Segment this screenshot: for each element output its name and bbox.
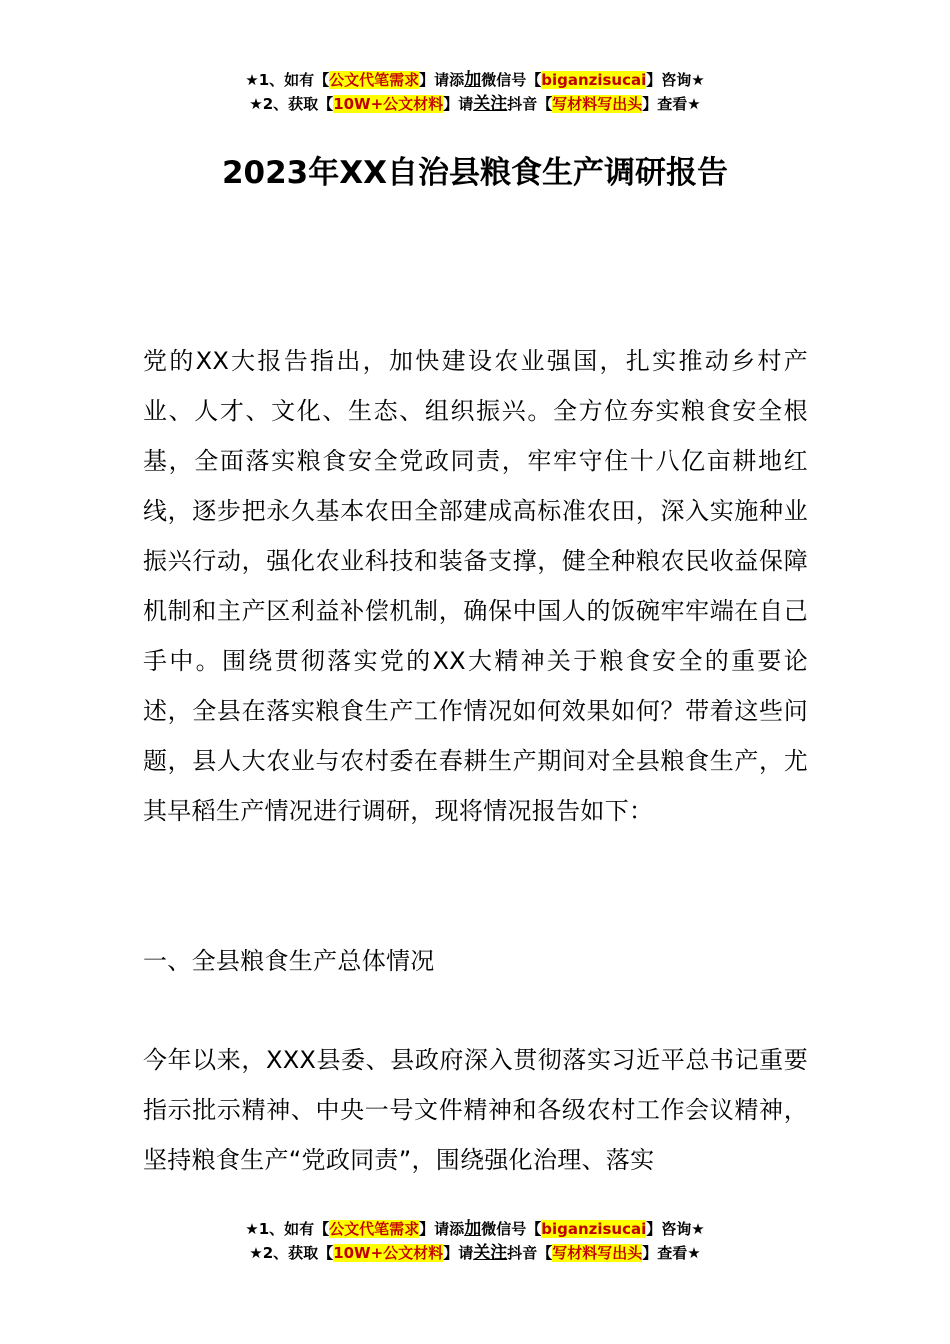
promo-text: ★2、获取【 — [249, 95, 334, 113]
section-1-paragraph: 今年以来，XXX县委、县政府深入贯彻落实习近平总书记重要指示批示精神、中央一号文件精神和各级农村工作会议精神，坚持粮食生产“党政同责”，围绕强化治理、落实 — [143, 1046, 808, 1174]
bottom-promo-banner — [0, 1217, 950, 1265]
promo-underlined: 加 — [464, 70, 482, 90]
promo-text: ★1、如有【 — [245, 71, 330, 89]
promo-line-2 — [0, 92, 950, 116]
promo-highlight: 公文代笔需求 — [329, 1220, 420, 1238]
promo-text: 微信号【 — [481, 71, 542, 89]
promo-highlight: 公文代笔需求 — [329, 71, 420, 89]
promo-text: 】请添 — [419, 1220, 465, 1238]
promo-text: 抖音【 — [507, 95, 553, 113]
promo-line-2 — [0, 1241, 950, 1265]
promo-text: 】咨询★ — [646, 71, 705, 89]
intro-paragraph: 党的XX大报告指出，加快建设农业强国，扎实推动乡村产业、人才、文化、生态、组织振兴。全方位夯实粮食安全根基，全面落实粮食安全党政同责，牢牢守住十八亿亩耕地红线，逐步把永久基本农田全部建成高标准农田，深入实施种业振兴行动，强化农业科技和装备支撑，健全种粮农民收益保障机制和主产区利益补偿机制，确保中国人的饭碗牢牢端在自己手中。围绕贯彻落实党的XX大精神关于粮食安全的重要论述，全县在落实粮食生产工作情况如何效果如何？带着这些问题，县人大农业与农村委在春耕生产期间对全县粮食生产，尤其早稻生产情况进行调研，现将情况报告如下： — [143, 347, 808, 825]
promo-highlight-wechat-id: biganzisucai — [541, 71, 647, 89]
promo-text: ★1、如有【 — [245, 1220, 330, 1238]
promo-text: 】查看★ — [642, 1244, 701, 1262]
promo-text: 】咨询★ — [646, 1220, 705, 1238]
top-promo-banner — [0, 68, 950, 116]
document-title: 2023年XX自治县粮食生产调研报告 — [221, 155, 729, 191]
promo-highlight-douyin-id: 写材料写出头 — [552, 95, 643, 113]
promo-underlined: 关注 — [473, 94, 508, 114]
promo-text: 】请添 — [419, 71, 465, 89]
promo-underlined: 加 — [464, 1219, 482, 1239]
promo-text: 】查看★ — [642, 95, 701, 113]
promo-text: 】请 — [443, 1244, 474, 1262]
promo-highlight-douyin-id: 写材料写出头 — [552, 1244, 643, 1262]
promo-text: ★2、获取【 — [249, 1244, 334, 1262]
promo-text: 微信号【 — [481, 1220, 542, 1238]
promo-line-1 — [0, 1217, 950, 1241]
section-heading-1: 一、全县粮食生产总体情况 — [143, 947, 435, 975]
promo-line-1 — [0, 68, 950, 92]
promo-highlight: 10W+公文材料 — [333, 95, 444, 113]
promo-highlight: 10W+公文材料 — [333, 1244, 444, 1262]
promo-highlight-wechat-id: biganzisucai — [541, 1220, 647, 1238]
promo-text: 】请 — [443, 95, 474, 113]
promo-underlined: 关注 — [473, 1243, 508, 1263]
promo-text: 抖音【 — [507, 1244, 553, 1262]
